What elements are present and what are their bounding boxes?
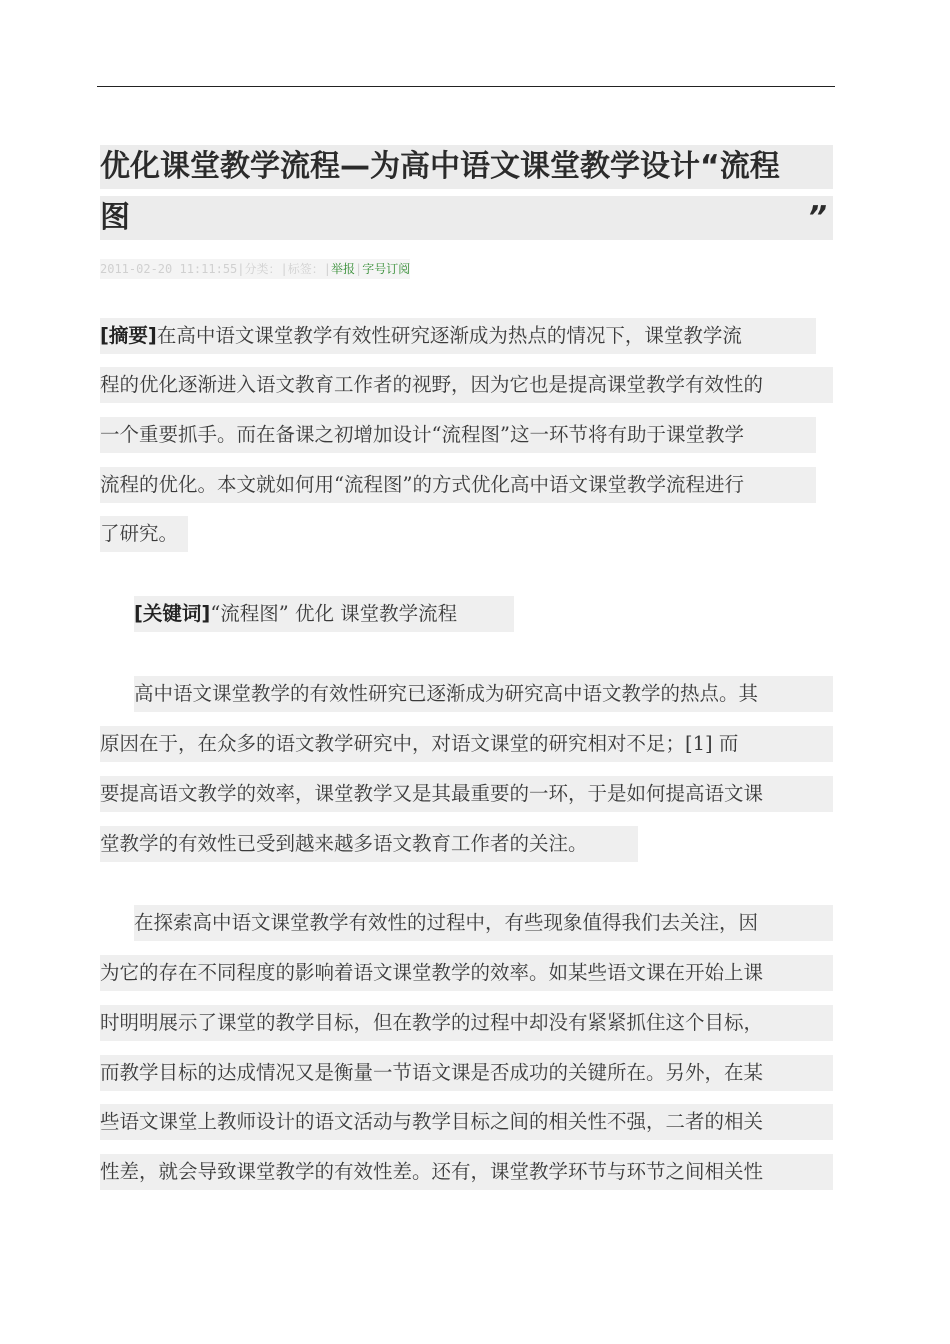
abstract-line bbox=[100, 516, 188, 552]
paragraph-line bbox=[100, 955, 833, 991]
paragraph-text: 而教学目标的达成情况又是衡量一节语文课是否成功的关键所在。另外，在某 bbox=[100, 1061, 764, 1084]
keywords-label: [关键词] bbox=[134, 602, 211, 625]
abstract-line bbox=[100, 417, 816, 453]
header-rule bbox=[97, 86, 835, 87]
tags-label[interactable]: 标签： bbox=[287, 262, 324, 276]
paragraph-line bbox=[100, 826, 638, 862]
abstract-line bbox=[100, 467, 816, 503]
abstract-text: 在高中语文课堂教学有效性研究逐渐成为热点的情况下，课堂教学流 bbox=[156, 324, 742, 347]
paragraph-line bbox=[100, 1005, 833, 1041]
abstract-line bbox=[100, 318, 816, 354]
paragraph-line bbox=[100, 1055, 833, 1091]
paragraph-text: 为它的存在不同程度的影响着语文课堂教学的效率。如某些语文课在开始上课 bbox=[100, 961, 764, 984]
article-title-text-2: 图 bbox=[100, 200, 130, 235]
paragraph-line bbox=[134, 905, 833, 941]
paragraph-line bbox=[100, 1154, 833, 1190]
paragraph-text: 在探索高中语文课堂教学有效性的过程中，有些现象值得我们去关注，因 bbox=[134, 911, 759, 934]
report-link[interactable]: 举报 bbox=[331, 262, 356, 276]
abstract-text: 程的优化逐渐进入语文教育工作者的视野，因为它也是提高课堂教学有效性的 bbox=[100, 373, 764, 396]
paragraph-text: 高中语文课堂教学的有效性研究已逐渐成为研究高中语文教学的热点。其 bbox=[134, 682, 759, 705]
paragraph-line bbox=[100, 1104, 833, 1140]
abstract-text: 了研究。 bbox=[100, 522, 179, 545]
meta-separator: | bbox=[280, 262, 288, 276]
article-title-closing-quote: ” bbox=[807, 200, 827, 235]
paragraph-text: 堂教学的有效性已受到越来越多语文教育工作者的关注。 bbox=[100, 832, 588, 855]
abstract-text: 流程的优化。本文就如何用“流程图”的方式优化高中语文课堂教学流程进行 bbox=[100, 473, 744, 496]
abstract-line bbox=[100, 367, 833, 403]
abstract-text: 一个重要抓手。而在备课之初增加设计“流程图”这一环节将有助于课堂教学 bbox=[100, 423, 744, 446]
keywords-text: “流程图” 优化 课堂教学流程 bbox=[210, 602, 458, 625]
category-label[interactable]: 分类： bbox=[244, 262, 281, 276]
post-datetime: 2011-02-20 11:11:55 bbox=[100, 262, 238, 276]
paragraph-line bbox=[100, 726, 833, 762]
post-meta bbox=[100, 259, 410, 279]
article-title-text-1: 优化课堂教学流程—为高中语文课堂教学设计“流程 bbox=[100, 149, 780, 184]
paragraph-text: 要提高语文教学的效率，课堂教学又是其最重要的一环，于是如何提高语文课 bbox=[100, 782, 764, 805]
meta-separator: | bbox=[355, 262, 363, 276]
article-title-line-1 bbox=[100, 145, 833, 189]
keywords-line bbox=[134, 596, 514, 632]
paragraph-text: 性差，就会导致课堂教学的有效性差。还有，课堂教学环节与环节之间相关性 bbox=[100, 1160, 764, 1183]
abstract-label: [摘要] bbox=[100, 324, 157, 347]
subscribe-link[interactable]: 字号订阅 bbox=[362, 262, 411, 276]
meta-separator: | bbox=[237, 262, 245, 276]
paragraph-text: 时明明展示了课堂的教学目标，但在教学的过程中却没有紧紧抓住这个目标， bbox=[100, 1011, 764, 1034]
paragraph-text: 原因在于，在众多的语文教学研究中，对语文课堂的研究相对不足；[1] 而 bbox=[100, 732, 739, 755]
article-title-line-2 bbox=[100, 196, 833, 240]
paragraph-line bbox=[100, 776, 833, 812]
paragraph-line bbox=[134, 676, 833, 712]
meta-separator: | bbox=[323, 262, 332, 276]
paragraph-text: 些语文课堂上教师设计的语文活动与教学目标之间的相关性不强，二者的相关 bbox=[100, 1110, 764, 1133]
